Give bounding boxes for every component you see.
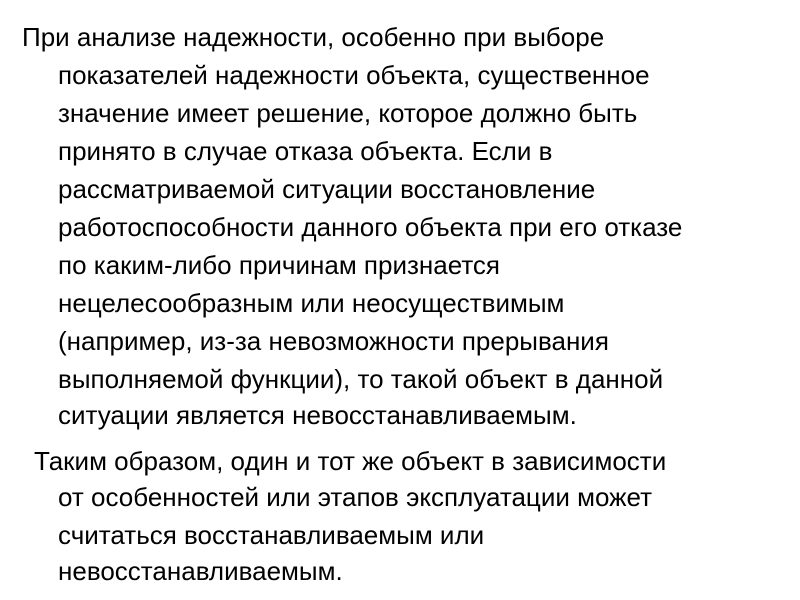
paragraph-1-line: При анализе надежности, особенно при выборе xyxy=(22,22,605,52)
paragraph-1-line: значение имеет решение, которое должно быть xyxy=(58,98,638,128)
paragraph-1-line: нецелесообразным или неосуществимым xyxy=(58,288,565,318)
paragraph-1-line: показателей надежности объекта, существенное xyxy=(58,60,650,90)
paragraph-1-line: (например, из-за невозможности прерывания xyxy=(58,326,609,356)
paragraph-1-line: выполняемой функции), то такой объект в данной xyxy=(58,364,664,394)
paragraph-2-line: невосстанавливаемым. xyxy=(58,556,343,586)
paragraph-2-line: от особенностей или этапов эксплуатации может xyxy=(58,482,653,512)
paragraph-1-line: рассматриваемой ситуации восстановление xyxy=(58,174,596,204)
paragraph-1-line: по каким-либо причинам признается xyxy=(58,250,501,280)
paragraph-1-line: принято в случае отказа объекта. Если в xyxy=(58,136,553,166)
paragraph-1-line: ситуации является невосстанавливаемым. xyxy=(58,400,577,430)
paragraph-2-line: Таким образом, один и тот же объект в зависимости xyxy=(34,446,667,476)
paragraph-2-line: считаться восстанавливаемым или xyxy=(58,520,485,550)
paragraph-1-line: работоспособности данного объекта при его отказе xyxy=(58,212,683,242)
